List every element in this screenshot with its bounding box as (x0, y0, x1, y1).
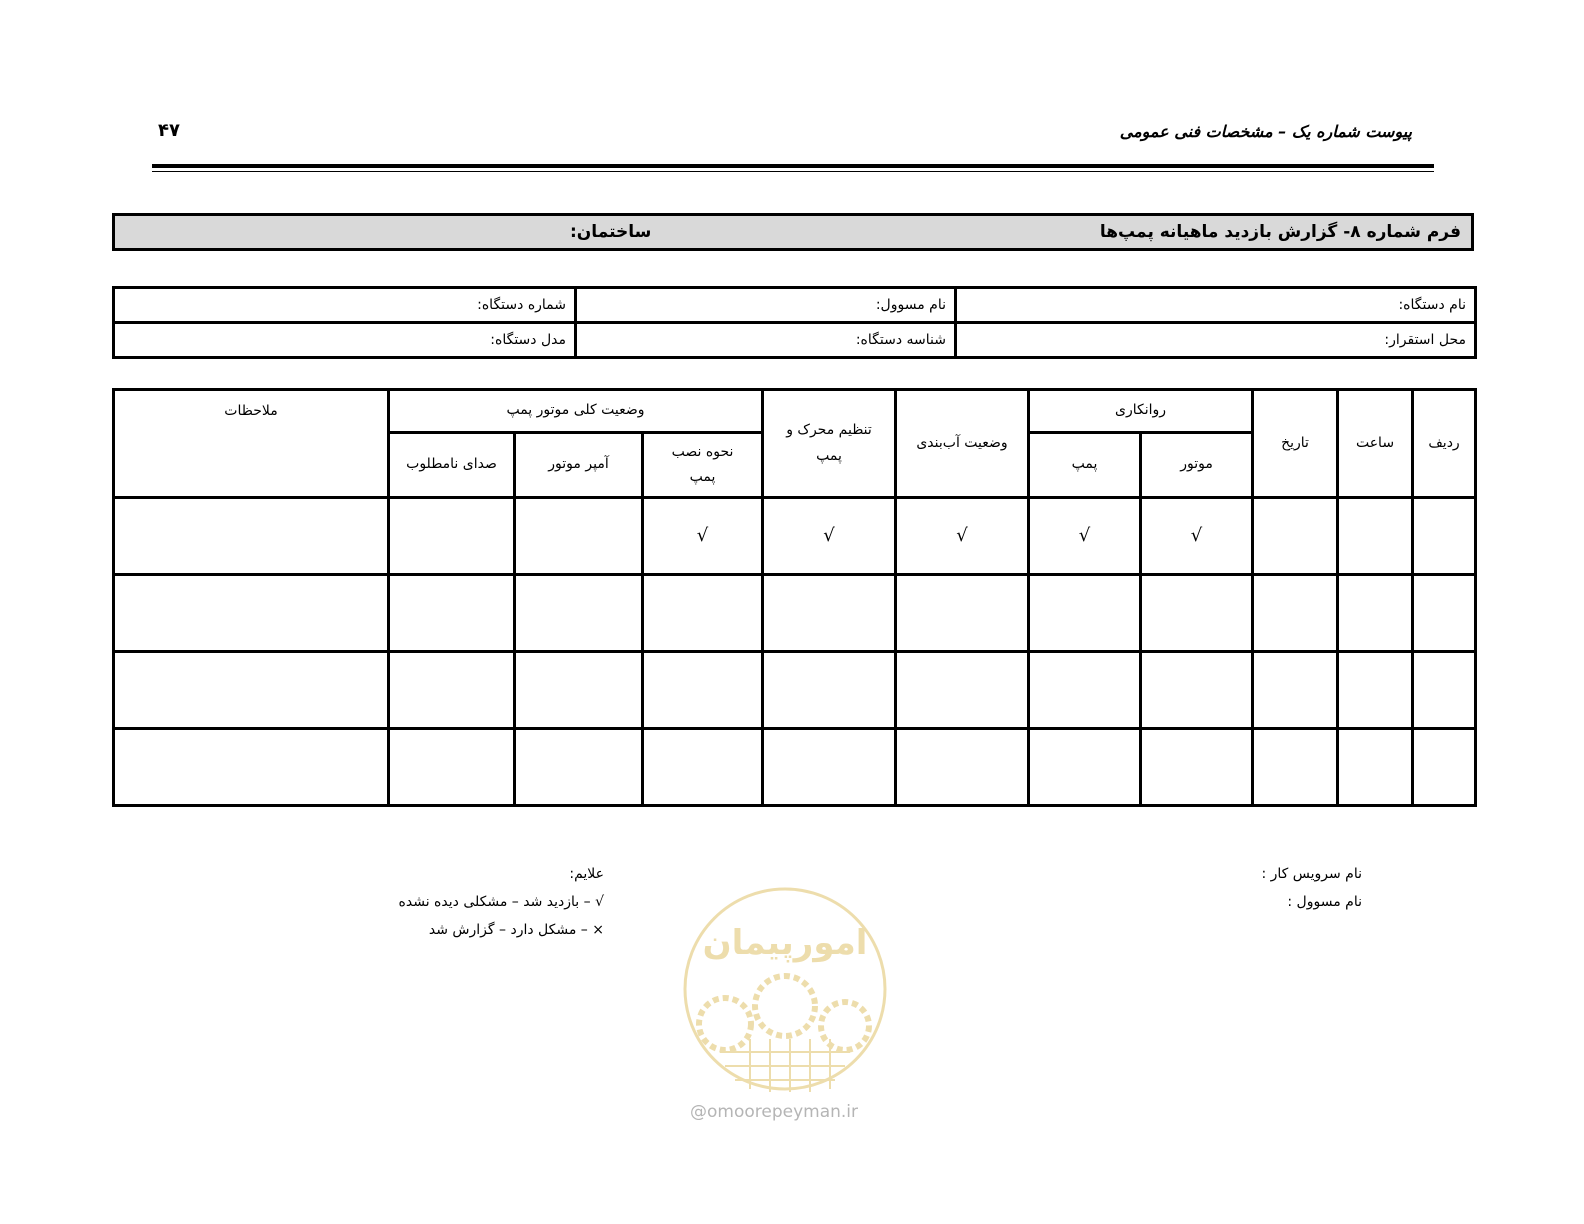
installation-label-line1: نحوه نصب (671, 443, 734, 460)
table-cell[interactable] (114, 575, 389, 652)
table-cell[interactable] (1141, 652, 1253, 729)
col-lubrication-pump: پمپ (1029, 433, 1141, 498)
check-mark-cell[interactable]: √ (896, 498, 1029, 575)
table-cell[interactable] (515, 575, 643, 652)
col-general-motor-pump-status: وضعیت کلی موتور پمپ (389, 390, 763, 433)
table-cell[interactable] (763, 575, 896, 652)
device-model-field[interactable]: مدل دستگاه: (114, 323, 576, 358)
col-motor-amperage: آمپر موتور (515, 433, 643, 498)
table-cell[interactable] (763, 652, 896, 729)
table-cell[interactable] (1413, 575, 1476, 652)
table-cell[interactable] (1141, 575, 1253, 652)
table-cell[interactable] (1413, 729, 1476, 806)
table-cell[interactable] (1253, 575, 1338, 652)
table-cell[interactable] (1338, 498, 1413, 575)
check-mark-cell[interactable]: √ (643, 498, 763, 575)
inspection-table (112, 388, 1477, 807)
col-lubrication: روانکاری (1029, 390, 1253, 433)
table-cell[interactable] (643, 729, 763, 806)
table-cell[interactable] (1338, 575, 1413, 652)
watermark-url: @omoorepeyman.ir (690, 1102, 859, 1122)
responsible-person-name: نام مسوول : (1287, 894, 1362, 910)
header-rule-thin (152, 171, 1434, 172)
table-cell[interactable] (1253, 729, 1338, 806)
check-mark-cell[interactable]: √ (1141, 498, 1253, 575)
table-cell[interactable] (515, 498, 643, 575)
table-cell[interactable] (114, 652, 389, 729)
table-cell[interactable] (763, 729, 896, 806)
table-cell[interactable] (389, 498, 515, 575)
col-time: ساعت (1338, 390, 1413, 498)
table-cell[interactable] (515, 652, 643, 729)
col-abnormal-noise: صدای نامطلوب (389, 433, 515, 498)
table-cell[interactable] (1141, 729, 1253, 806)
adjustment-label-line1: تنظیم محرک و (786, 422, 872, 439)
table-cell[interactable] (643, 575, 763, 652)
col-lubrication-motor: موتور (1141, 433, 1253, 498)
table-cell[interactable] (1029, 729, 1141, 806)
table-cell[interactable] (1029, 575, 1141, 652)
table-row (114, 729, 1476, 806)
table-cell[interactable] (389, 575, 515, 652)
watermark-logo-text: امورپیمان (702, 923, 868, 963)
table-cell[interactable] (1338, 729, 1413, 806)
check-mark-cell[interactable]: √ (763, 498, 896, 575)
table-cell[interactable] (1029, 652, 1141, 729)
building-label: ساختمان: (570, 222, 652, 242)
table-cell[interactable] (1413, 652, 1476, 729)
table-cell[interactable] (896, 729, 1029, 806)
installation-label-line2: پمپ (689, 469, 716, 485)
table-cell[interactable] (896, 575, 1029, 652)
table-row (114, 498, 1476, 575)
location-field[interactable]: محل استقرار: (956, 323, 1476, 358)
device-name-field[interactable]: نام دستگاه: (956, 288, 1476, 323)
watermark-logo-icon (680, 884, 890, 1094)
table-cell[interactable] (114, 498, 389, 575)
table-cell[interactable] (1253, 652, 1338, 729)
device-number-field[interactable]: شماره دستگاه: (114, 288, 576, 323)
col-remarks: ملاحظات (114, 390, 389, 498)
legend (399, 860, 604, 944)
col-sealing-status: وضعیت آب‌بندی (896, 390, 1029, 498)
table-cell[interactable] (1253, 498, 1338, 575)
table-cell[interactable] (643, 652, 763, 729)
col-date: تاریخ (1253, 390, 1338, 498)
table-row (114, 652, 1476, 729)
table-cell[interactable] (389, 729, 515, 806)
service-technician-name: نام سرویس کار : (1261, 866, 1362, 882)
device-id-field[interactable]: شناسه دستگاه: (576, 323, 956, 358)
table-cell[interactable] (114, 729, 389, 806)
legend-problem: × – مشکل دارد – گزارش شد (428, 922, 604, 938)
form-title-bar (112, 213, 1474, 251)
table-cell[interactable] (389, 652, 515, 729)
adjustment-label-line2: پمپ (816, 447, 842, 464)
device-info-table (112, 286, 1477, 359)
table-cell[interactable] (515, 729, 643, 806)
page-number: ۴۷ (158, 120, 180, 141)
table-cell[interactable] (1338, 652, 1413, 729)
signoff-block (1261, 860, 1362, 916)
responsible-name-field[interactable]: نام مسوول: (576, 288, 956, 323)
col-row-number: ردیف (1413, 390, 1476, 498)
col-drive-pump-adjustment (763, 390, 896, 498)
legend-title: علایم: (569, 866, 604, 882)
legend-ok: √ – بازدید شد – مشکلی دیده نشده (398, 894, 604, 910)
form-title: فرم شماره ۸- گزارش بازدید ماهیانه پمپ‌ها (1099, 222, 1461, 242)
check-mark-cell[interactable]: √ (1029, 498, 1141, 575)
table-cell[interactable] (1413, 498, 1476, 575)
col-pump-installation (643, 433, 763, 498)
document-header-title: پیوست شماره یک – مشخصات فنی عمومی (1119, 122, 1412, 141)
table-row (114, 575, 1476, 652)
header-rule-thick (152, 164, 1434, 168)
table-cell[interactable] (896, 652, 1029, 729)
